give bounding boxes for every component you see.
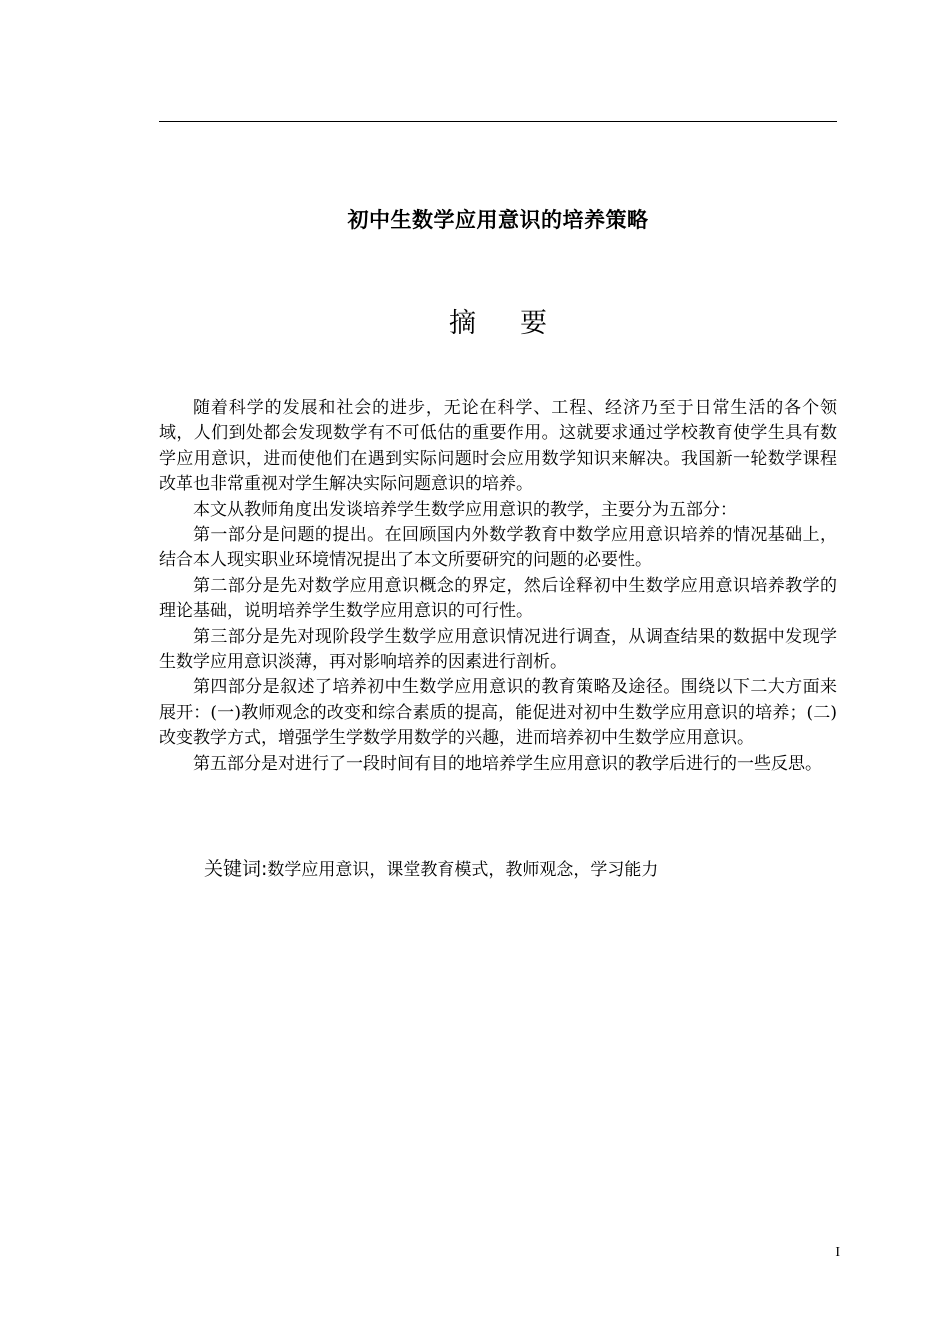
abstract-paragraph-7: 第五部分是对进行了一段时间有目的地培养学生应用意识的教学后进行的一些反思。 xyxy=(193,753,822,774)
page-number: I xyxy=(835,1245,840,1260)
abstract-body xyxy=(159,396,837,777)
abstract-paragraph-6: 第四部分是叙述了培养初中生数学应用意识的教育策略及途径。围绕以下二大方面来展开：(一)教师观念的改变和综合素质的提高，能促进对初中生数学应用意识的培养；(二)改变教学方式，增强学生学数学用数学的兴趣，进而培养初中生数学应用意识。 xyxy=(159,677,837,749)
abstract-heading-char-2: 要 xyxy=(520,308,547,339)
keywords-separator: : xyxy=(261,858,268,880)
abstract-paragraph-3: 第一部分是问题的提出。在回顾国内外数学教育中数学应用意识培养的情况基础上，结合本人现实职业环境情况提出了本文所要研究的问题的必要性。 xyxy=(159,525,837,571)
header-rule xyxy=(159,121,837,122)
abstract-paragraph-2: 本文从教师角度出发谈培养学生数学应用意识的教学，主要分为五部分： xyxy=(193,499,737,520)
keywords-value: 数学应用意识，课堂教育模式，教师观念，学习能力 xyxy=(267,860,659,880)
abstract-heading-char-1: 摘 xyxy=(449,308,476,339)
keywords-label: 关键词 xyxy=(204,858,262,880)
keywords-line xyxy=(204,855,837,884)
abstract-heading xyxy=(159,304,837,344)
abstract-paragraph-5: 第三部分是先对现阶段学生数学应用意识情况进行调查，从调查结果的数据中发现学生数学应用意识淡薄，再对影响培养的因素进行剖析。 xyxy=(159,626,837,673)
abstract-paragraph-4: 第二部分是先对数学应用意识概念的界定，然后诠释初中生数学应用意识培养教学的理论基础，说明培养学生数学应用意识的可行性。 xyxy=(159,575,837,622)
document-title: 初中生数学应用意识的培养策略 xyxy=(347,208,649,232)
abstract-paragraph-1: 随着科学的发展和社会的进步，无论在科学、工程、经济乃至于日常生活的各个领域，人们到处都会发现数学有不可低估的重要作用。这就要求通过学校教育使学生具有数学应用意识，进而使他们在遇到实际问题时会应用数学知识来解决。我国新一轮数学课程改革也非常重视对学生解决实际问题意识的培养。 xyxy=(159,398,837,495)
